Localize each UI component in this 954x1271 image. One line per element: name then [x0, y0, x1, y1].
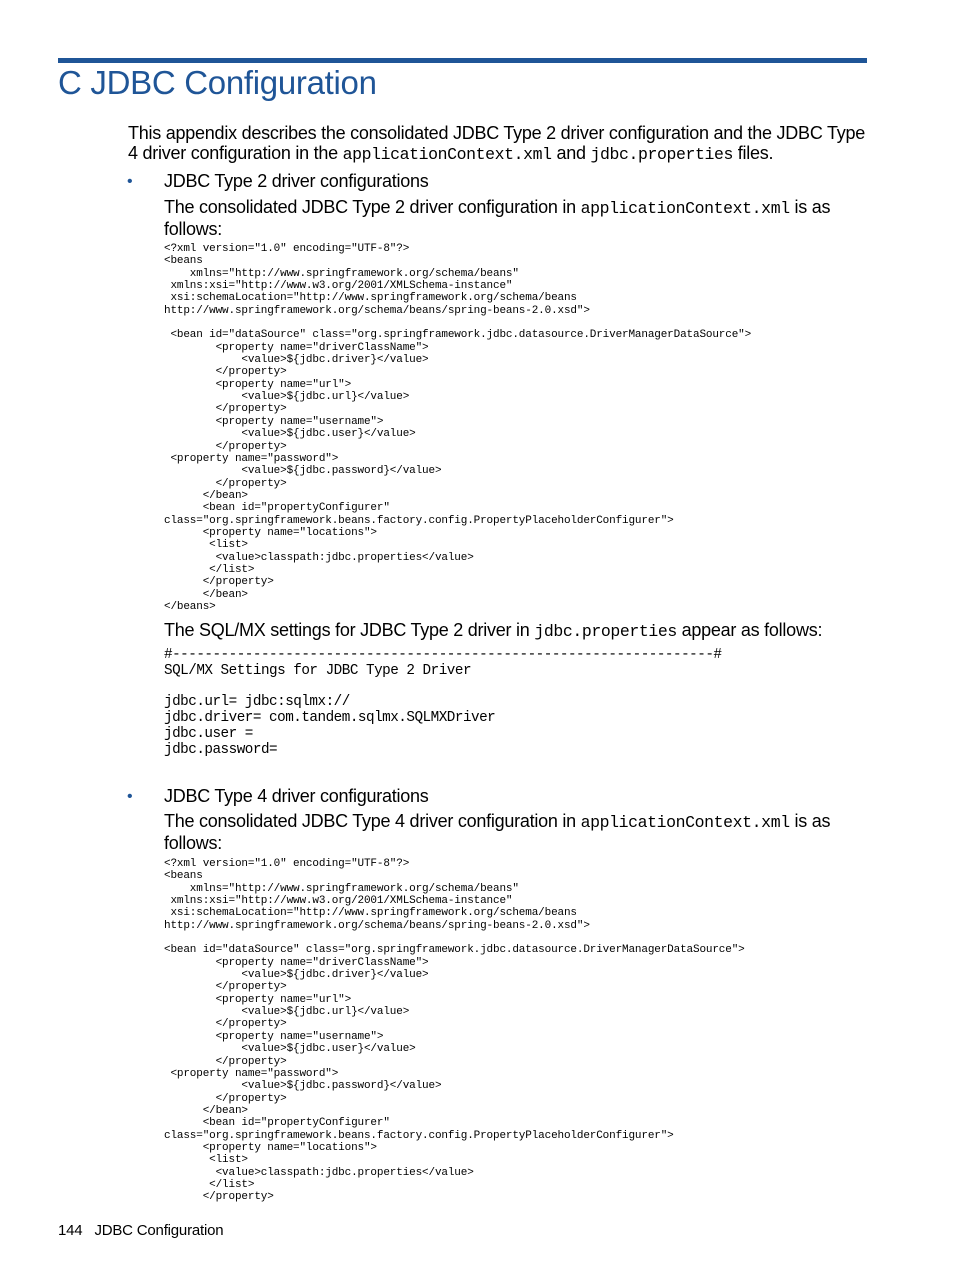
intro-text-2: and	[551, 143, 591, 163]
type4-description	[164, 811, 864, 853]
type4-heading: JDBC Type 4 driver configurations	[164, 786, 429, 806]
sqlmx-desc-text-1: The SQL/MX settings for JDBC Type 2 driver in	[164, 620, 535, 640]
sqlmx-desc-text-2: appear as follows:	[676, 620, 823, 640]
type2-xml-code: <?xml version="1.0" encoding="UTF-8"?> <beans xmlns="http://www.springframework.org/schema/beans" xmlns:xsi="http://www.w3.org/2001/XMLSchema-instance" xsi:schemaLocation="http://www.springframework.org/schema/beans http://www.springframework.org/schema/beans/spring-beans-2.0.xsd"> <bean id="dataSource" class="org.springframework.jdbc.datasource.DriverManagerDataSource"> <property name="driverClassName"> <value>${jdbc.driver}</value> </property> <property name="url"> <value>${jdbc.url}</value> </property> <property name="username"> <value>${jdbc.user}</value> </property> <property name="password"> <value>${jdbc.password}</value> </property> </bean> <bean id="propertyConfigurer" class="org.springframework.beans.factory.config.PropertyPlaceholderConfigurer"> <property name="locations"> <list> <value>classpath:jdbc.properties</value> </list> </property> </bean> </beans>	[164, 243, 752, 613]
intro-filename-2: jdbc.properties	[590, 145, 734, 164]
type4-desc-filename: applicationContext.xml	[580, 813, 790, 832]
type2-desc-filename: applicationContext.xml	[580, 199, 790, 218]
sqlmx-desc-filename: jdbc.properties	[534, 622, 677, 641]
type2-sqlmx-description	[164, 620, 864, 642]
intro-text-3: files.	[733, 143, 774, 163]
type2-description	[164, 197, 864, 239]
type2-desc-text-2: is as follows:	[164, 197, 831, 239]
type2-desc-text-1: The consolidated JDBC Type 2 driver configuration in	[164, 197, 581, 217]
intro-text-1: This appendix describes the consolidated JDBC Type 2 driver configuration and the JDBC Type 4 driver configuration in the	[128, 123, 866, 163]
bullet-icon: •	[127, 173, 133, 190]
chapter-title: C JDBC Configuration	[58, 64, 377, 101]
page-number: 144	[58, 1222, 83, 1239]
footer-section-title: JDBC Configuration	[94, 1222, 224, 1239]
top-rule	[58, 58, 867, 63]
bullet-icon: •	[127, 788, 133, 805]
type2-heading: JDBC Type 2 driver configurations	[164, 171, 429, 191]
type4-desc-text-2: is as follows:	[164, 811, 831, 853]
page-footer	[58, 1222, 223, 1239]
type2-properties-code: #-------------------------------------------------------------------# SQL/MX Settings for JDBC Type 2 Driver jdbc.url= jdbc:sqlmx:// jdbc.driver= com.tandem.sqlmx.SQLMXDriver jdbc.user = jdbc.password=	[164, 647, 722, 758]
intro-filename-1: applicationContext.xml	[342, 145, 552, 164]
type4-desc-text-1: The consolidated JDBC Type 4 driver configuration in	[164, 811, 581, 831]
intro-paragraph	[128, 123, 868, 165]
type4-xml-code: <?xml version="1.0" encoding="UTF-8"?> <beans xmlns="http://www.springframework.org/schema/beans" xmlns:xsi="http://www.w3.org/2001/XMLSchema-instance" xsi:schemaLocation="http://www.springframework.org/schema/beans http://www.springframework.org/schema/beans/spring-beans-2.0.xsd"> <bean id="dataSource" class="org.springframework.jdbc.datasource.DriverManagerDataSource"> <property name="driverClassName"> <value>${jdbc.driver}</value> </property> <property name="url"> <value>${jdbc.url}</value> </property> <property name="username"> <value>${jdbc.user}</value> </property> <property name="password"> <value>${jdbc.password}</value> </property> </bean> <bean id="propertyConfigurer" class="org.springframework.beans.factory.config.PropertyPlaceholderConfigurer"> <property name="locations"> <list> <value>classpath:jdbc.properties</value> </list> </property>	[164, 858, 745, 1204]
